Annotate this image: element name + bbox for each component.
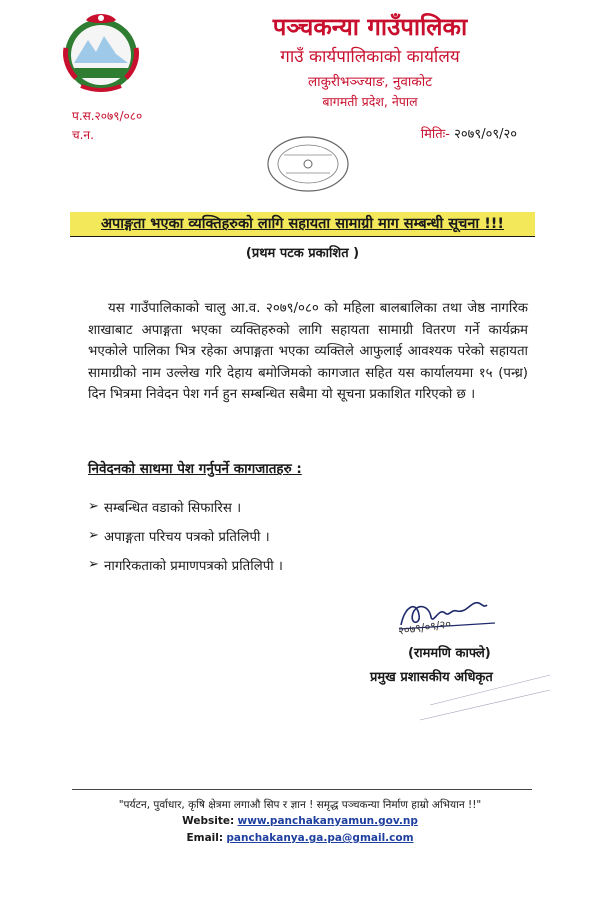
arrow-bullet-icon: ➢ <box>88 499 99 514</box>
office-address: लाकुरीभञ्ज्याङ, नुवाकोट <box>307 74 433 90</box>
document-item-text: नागरिकताको प्रमाणपत्रको प्रतिलिपी । <box>104 558 283 574</box>
signer-title: प्रमुख प्रशासकीय अधिकृत <box>370 670 493 685</box>
office-province: बागमती प्रदेश, नेपाल <box>322 94 418 109</box>
document-item-text: अपाङ्गता परिचय पत्रको प्रतिलिपी । <box>104 529 270 545</box>
list-item <box>88 492 283 521</box>
document-item-text: सम्बन्धित वडाको सिफारिस । <box>104 500 242 516</box>
documents-list <box>88 492 283 579</box>
list-item <box>88 521 283 550</box>
issue-date <box>421 124 517 142</box>
issue-date-label: मितिः- <box>420 127 451 142</box>
list-item <box>88 550 283 579</box>
notice-body: यस गाउँपालिकाको चालु आ.व. २०७९/०८० को महिला बालबालिका तथा जेष्ठ नागरिक शाखाबाट अपाङ्गता भएका व्यक्तिहरुको लागि सहायता सामाग्री वितरण गर्ने कार्यक्रम भएकोले पालिका भित्र रहेका अपाङ्गता भएका व्यक्तिले आफुलाई आवश्यक परेको सहायता सामाग्रीको नाम उल्लेख गरि देहाय बमोजिमको कागजात सहित यस कार्यालयमा १५ (पन्ध्र) दिन भित्रमा निवेदन पेश गर्न हुन सम्बन्धित सबैमा यो सूचना प्रकाशित गरिएको छ । <box>88 301 528 402</box>
signer-name: (राममणि काफ्ले) <box>408 646 491 661</box>
letter-number: प.स.२०७९/०८० <box>72 109 143 123</box>
municipality-name: पञ्चकन्या गाउँपालिका <box>272 13 468 41</box>
footer-email <box>60 832 540 844</box>
documents-heading: निवेदनको साथमा पेश गर्नुपर्ने कागजातहरु : <box>88 461 302 477</box>
arrow-bullet-icon: ➢ <box>88 528 99 543</box>
notice-subtitle: (प्रथम पटक प्रकाशित ) <box>245 246 360 261</box>
officer-stamp <box>410 650 560 730</box>
website-label: Website: <box>182 815 235 827</box>
government-emblem-logo <box>56 8 146 98</box>
signature-date: २०७९/०९/२० <box>397 617 452 638</box>
dispatch-number: च.न. <box>72 128 94 142</box>
office-stamp-seal <box>258 133 358 195</box>
notice-title: अपाङ्गता भएका व्यक्तिहरुको लागि सहायता सामाग्री माग सम्बन्धी सूचना !!! <box>70 212 535 237</box>
email-label: Email: <box>186 832 224 844</box>
footer-website <box>60 815 540 827</box>
office-name: गाउँ कार्यपालिकाको कार्यालय <box>280 47 460 67</box>
footer-divider <box>72 789 532 790</box>
arrow-bullet-icon: ➢ <box>88 557 99 572</box>
email-link[interactable]: panchakanya.ga.pa@gmail.com <box>226 832 414 844</box>
website-link[interactable]: www.panchakanyamun.gov.np <box>237 815 418 827</box>
footer-slogan: "पर्यटन, पुर्वाधार, कृषि क्षेत्रमा लगाऔ सिप र ज्ञान ! समृद्ध पञ्चकन्या निर्माण हाम्रो अभियान !!" <box>118 799 482 811</box>
issue-date-value: २०७९/०९/२० <box>454 127 517 142</box>
